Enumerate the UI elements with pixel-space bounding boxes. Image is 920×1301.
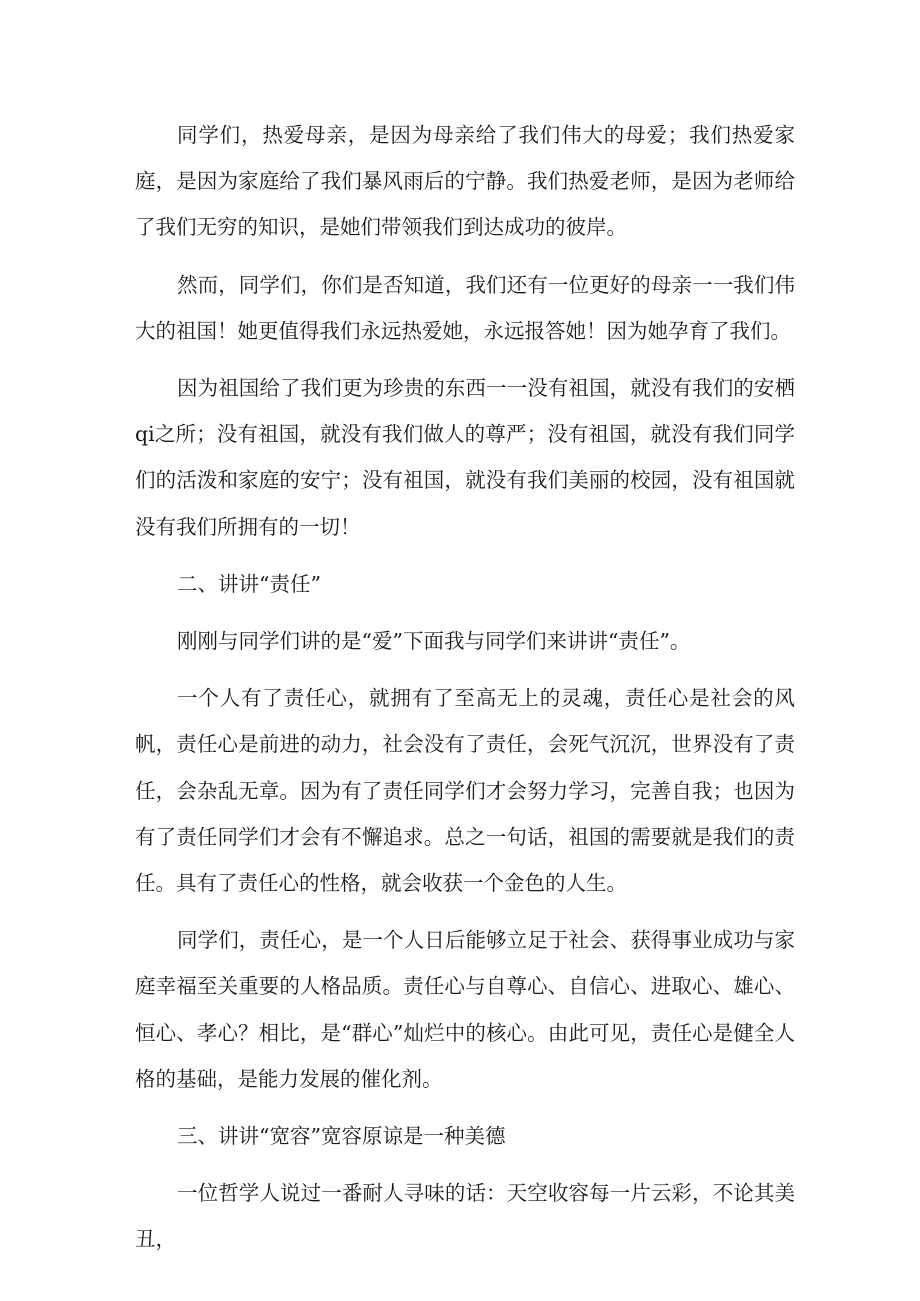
document-body	[135, 112, 795, 1274]
paragraph-motherland: 然而，同学们，你们是否知道，我们还有一位更好的母亲一一我们伟大的祖国！她更值得我们永远热爱她，永远报答她！因为她孕育了我们。	[135, 272, 795, 343]
section-heading-responsibility: 二、讲讲“责任”	[177, 571, 321, 596]
paragraph-responsibility-quality: 同学们，责任心，是一个人日后能够立足于社会、获得事业成功与家庭幸福至关重要的人格品质。责任心与自尊心、自信心、进取心、雄心、恒心、孝心？相比，是“群心”灿烂中的核心。由此可见，责任心是健全人格的基础，是能力发展的催化剂。	[135, 928, 795, 1091]
paragraph-transition: 刚刚与同学们讲的是“爱”下面我与同学们来讲讲“责任”。	[177, 629, 691, 654]
paragraph-philosopher-quote: 一位哲学人说过一番耐人寻味的话：天空收容每一片云彩，不论其美丑，	[135, 1181, 795, 1252]
paragraph-without-motherland: 因为祖国给了我们更为珍贵的东西一一没有祖国，就没有我们的安栖qi之所；没有祖国，就没有我们做人的尊严；没有祖国，就没有我们同学们的活泼和家庭的安宁；没有祖国，就没有我们美丽的校园，没有祖国就没有我们所拥有的一切！	[135, 376, 795, 539]
paragraph-responsibility-soul: 一个人有了责任心，就拥有了至高无上的灵魂，责任心是社会的风帆，责任心是前进的动力，社会没有了责任，会死气沉沉，世界没有了责任，会杂乱无章。因为有了责任同学们才会努力学习，完善自我；也因为有了责任同学们才会有不懈追求。总之一句话，祖国的需要就是我们的责任。具有了责任心的性格，就会收获一个金色的人生。	[135, 686, 795, 896]
section-heading-tolerance: 三、讲讲“宽容”宽容原谅是一种美德	[177, 1124, 506, 1149]
paragraph-love-mother: 同学们，热爱母亲，是因为母亲给了我们伟大的母爱；我们热爱家庭，是因为家庭给了我们暴风雨后的宁静。我们热爱老师，是因为老师给了我们无穷的知识，是她们带领我们到达成功的彼岸。	[135, 123, 795, 240]
